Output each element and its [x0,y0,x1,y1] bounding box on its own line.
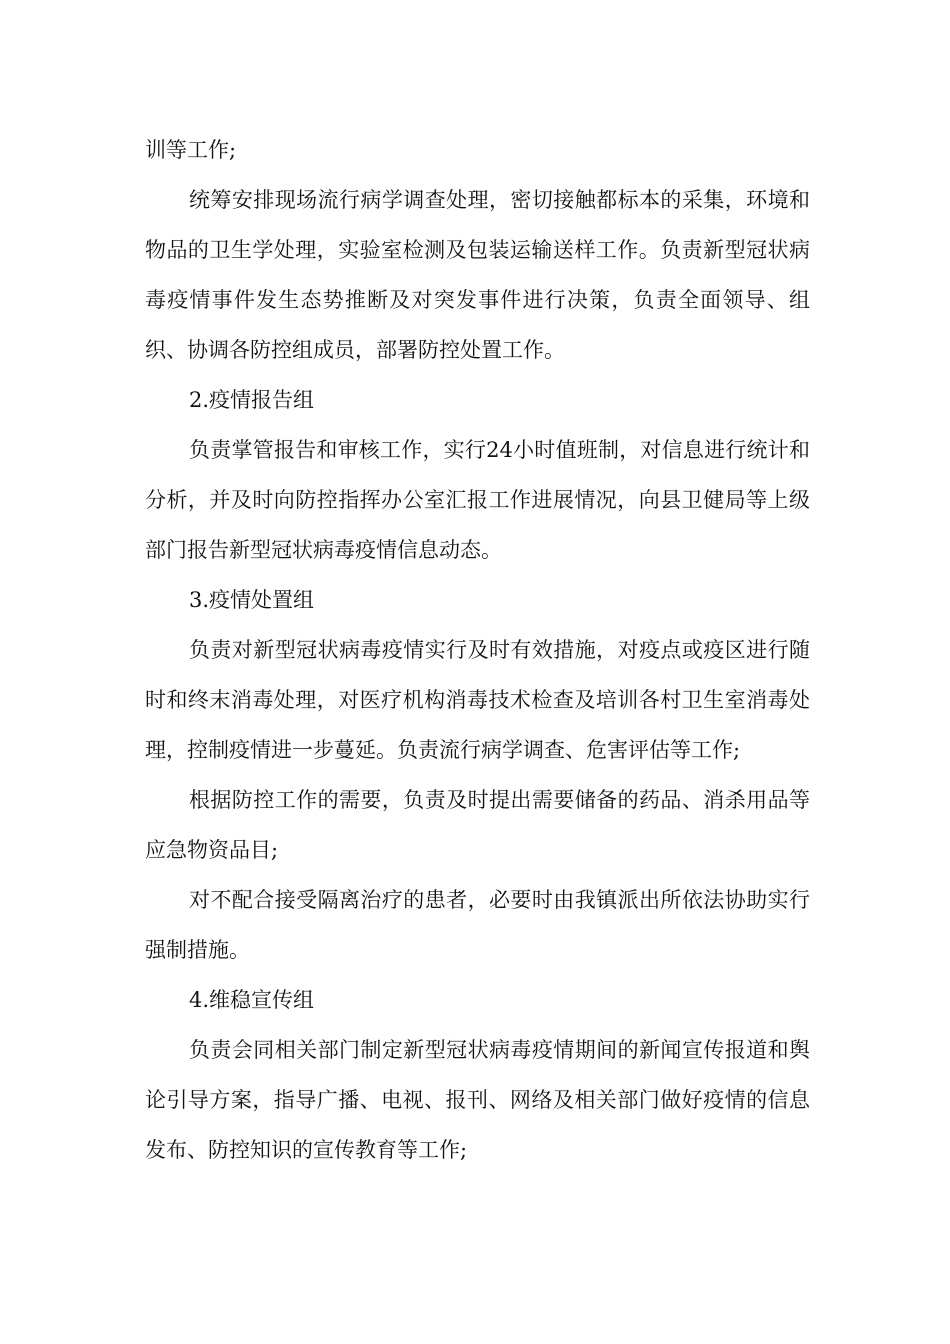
heading-report-group: 2.疫情报告组 [189,388,315,412]
document-page [145,125,810,1175]
heading-publicity-group: 4.维稳宣传组 [189,988,315,1012]
paragraph-report-group: 负责掌管报告和审核工作，实行24小时值班制，对信息进行统计和分析，并及时向防控指挥办公室汇报工作进展情况，向县卫健局等上级部门报告新型冠状病毒疫情信息动态。 [145,438,810,562]
heading-disposal-group: 3.疫情处置组 [189,588,315,612]
paragraph-publicity-group: 负责会同相关部门制定新型冠状病毒疫情期间的新闻宣传报道和舆论引导方案，指导广播、电视、报刊、网络及相关部门做好疫情的信息发布、防控知识的宣传教育等工作; [145,1038,810,1162]
paragraph-supplies: 根据防控工作的需要，负责及时提出需要储备的药品、消杀用品等应急物资品目; [145,788,810,862]
paragraph-enforcement: 对不配合接受隔离治疗的患者，必要时由我镇派出所依法协助实行强制措施。 [145,888,810,962]
paragraph-coordination: 统筹安排现场流行病学调查处理，密切接触都标本的采集，环境和物品的卫生学处理，实验室检测及包装运输送样工作。负责新型冠状病毒疫情事件发生态势推断及对突发事件进行决策，负责全面领导、组织、协调各防控组成员，部署防控处置工作。 [145,188,810,362]
paragraph-continuation: 训等工作; [145,138,237,162]
paragraph-disposal-group: 负责对新型冠状病毒疫情实行及时有效措施，对疫点或疫区进行随时和终末消毒处理，对医疗机构消毒技术检查及培训各村卫生室消毒处理，控制疫情进一步蔓延。负责流行病学调查、危害评估等工作; [145,638,810,762]
